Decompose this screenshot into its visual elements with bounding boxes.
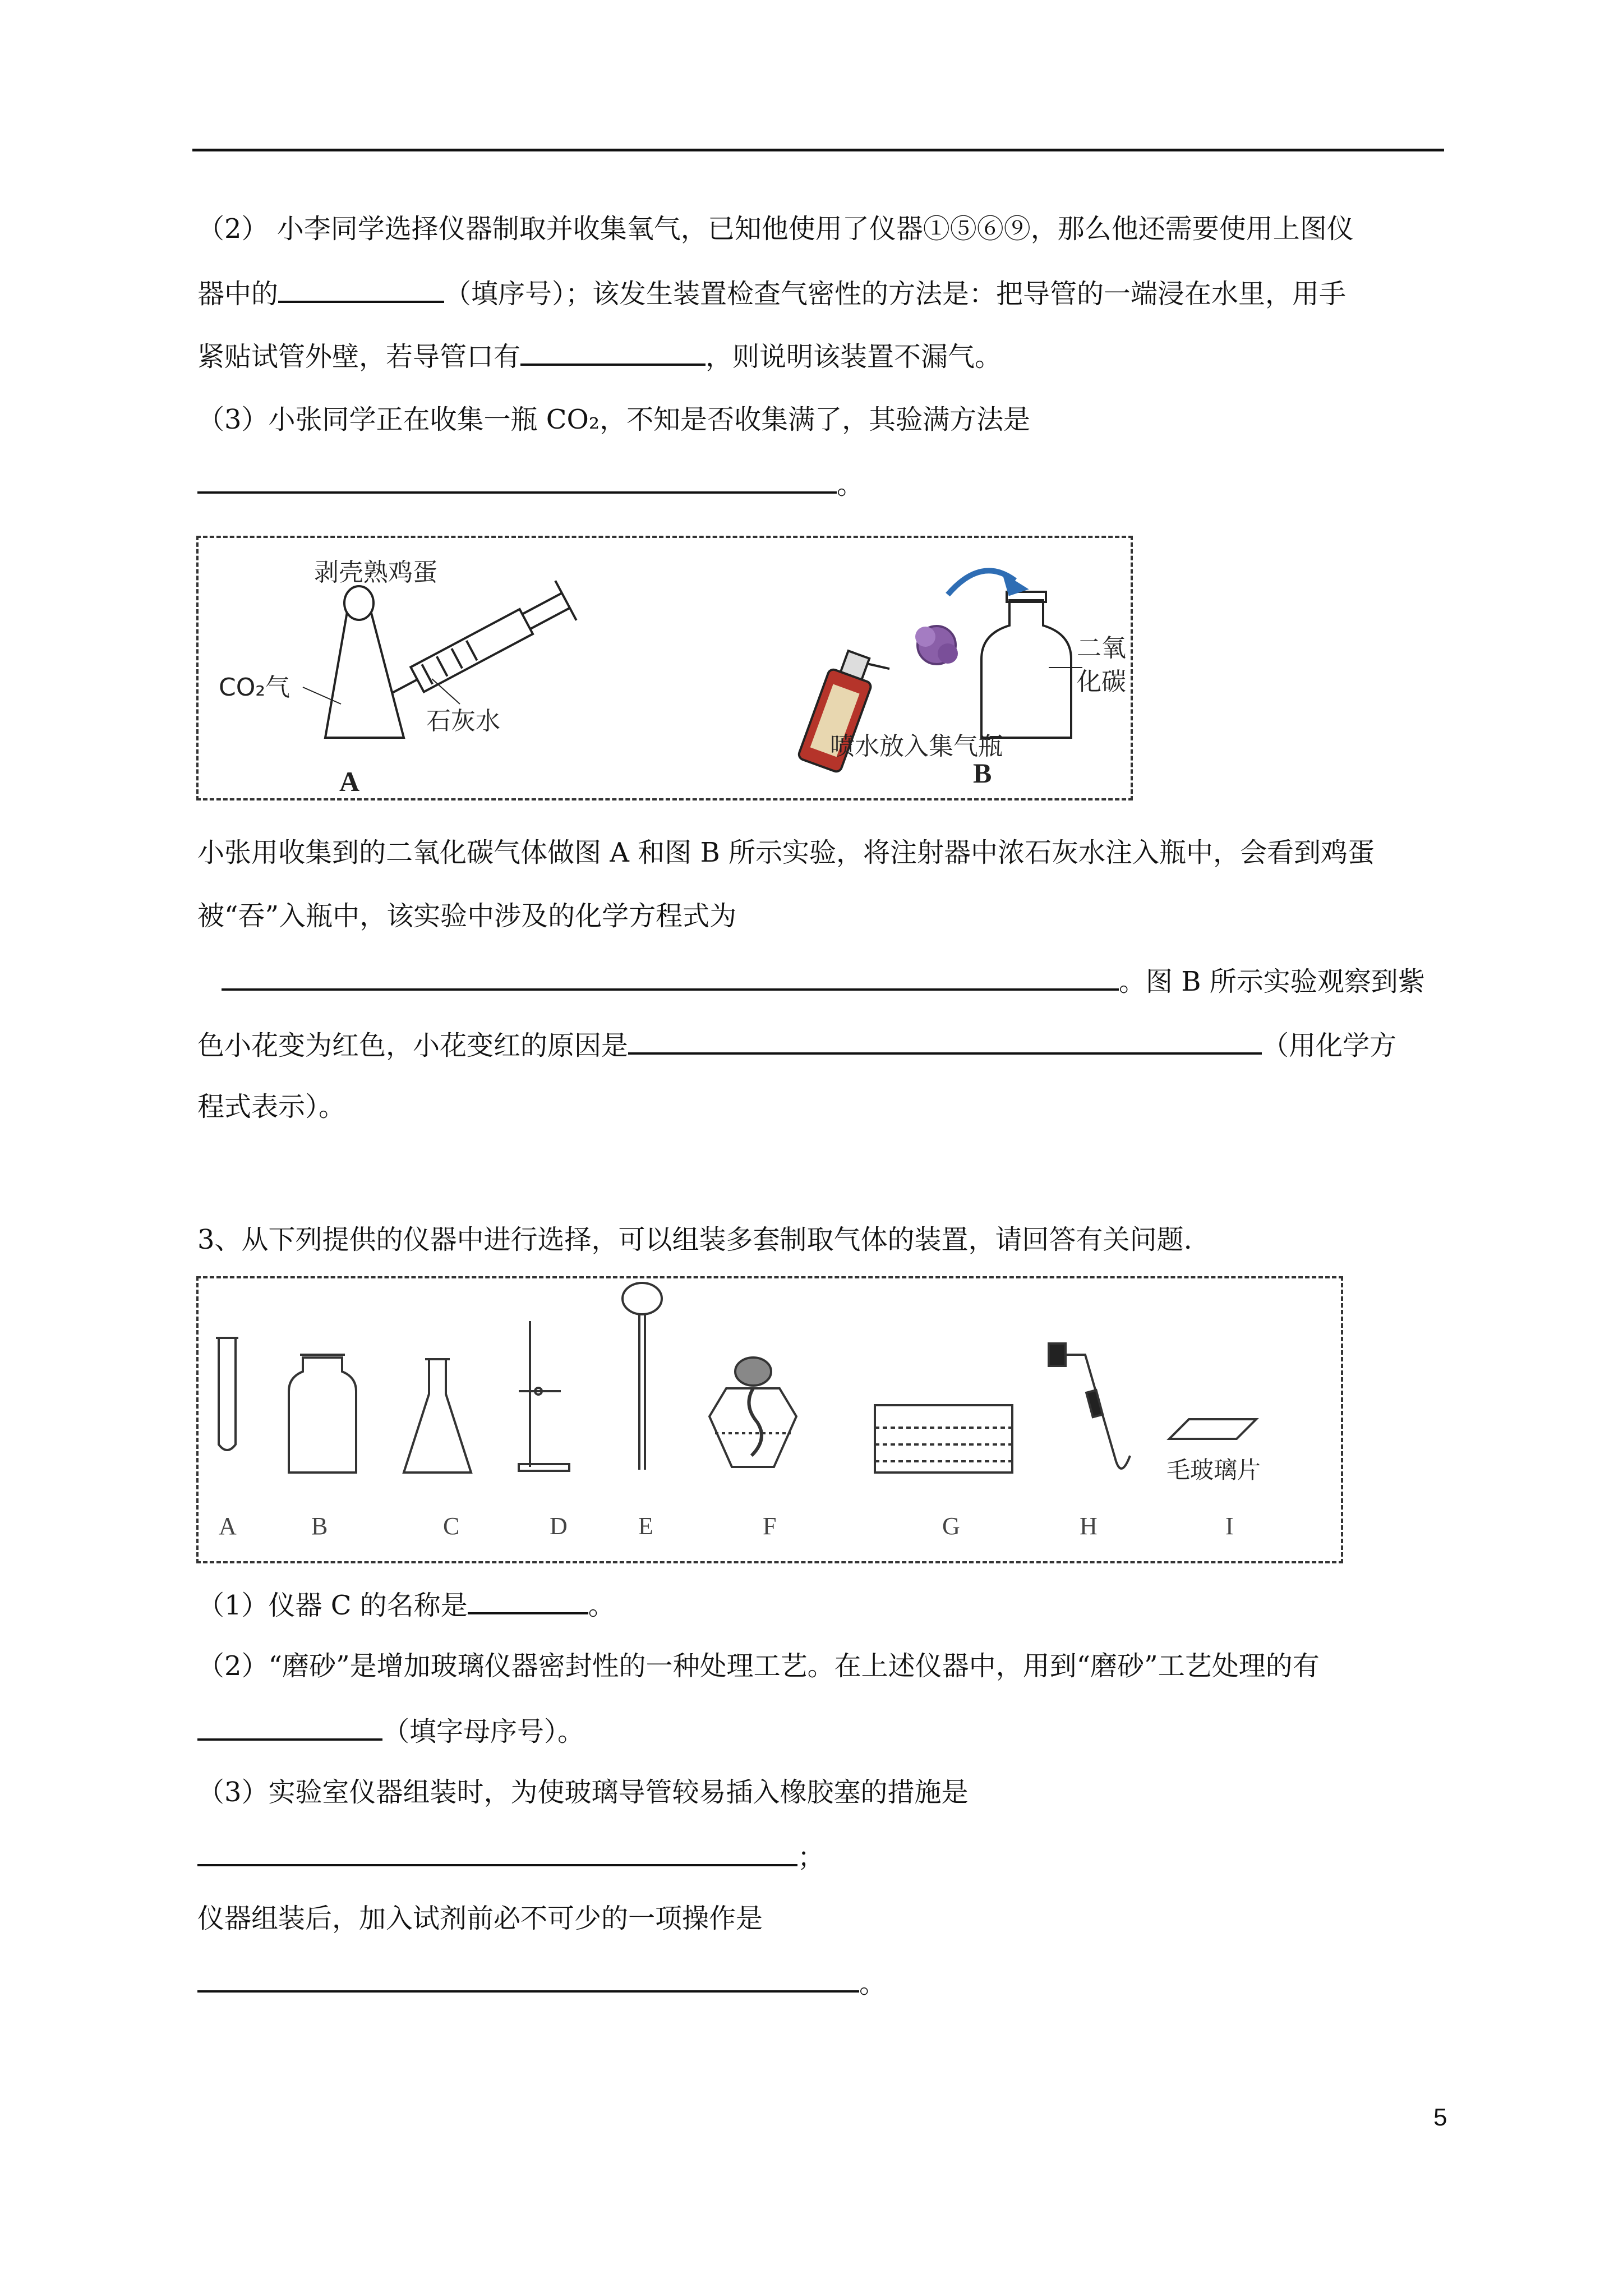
label-co2-b-line1: 二氧 xyxy=(1077,634,1126,662)
q2-part4-line1: 小张用收集到的二氧化碳气体做图 A 和图 B 所示实验，将注射器中浓石灰水注入瓶中，会看到鸡蛋 xyxy=(197,837,1375,868)
q2-part3-line1: （3）小张同学正在收集一瓶 CO₂，不知是否收集满了，其验满方法是 xyxy=(197,404,1031,435)
answer-blank-instruments[interactable] xyxy=(278,275,444,303)
label-co2-b-line2: 化碳 xyxy=(1077,668,1126,696)
q3-part1 xyxy=(197,1586,615,1622)
q2-part4-line4 xyxy=(197,1027,1396,1062)
label-spray: 喷水放入集气瓶 xyxy=(830,732,1003,761)
apparatus-letter-i: I xyxy=(1225,1512,1234,1540)
apparatus-letter-e: E xyxy=(638,1512,653,1540)
q2-part4-line5: 程式表示）。 xyxy=(197,1091,346,1122)
q2-part2-text-c: 紧贴试管外壁，若导管口有 xyxy=(197,341,521,372)
glass-sheet-icon xyxy=(1169,1419,1256,1439)
q3-part1-text: （1）仪器 C 的名称是 xyxy=(197,1590,468,1621)
q2-part4-line3 xyxy=(222,963,1425,999)
answer-blank-instrument-c[interactable] xyxy=(468,1586,588,1614)
long-neck-funnel-icon xyxy=(623,1283,662,1470)
q2-part4-text-c: 。图 B 所示实验观察到紫 xyxy=(1119,966,1425,997)
q3-part4-end: 。 xyxy=(859,1968,887,1999)
q2-part3-end: 。 xyxy=(837,469,864,500)
q3-title: 3、从下列提供的仪器中进行选择，可以组装多套制取气体的装置，请回答有关问题. xyxy=(197,1224,1192,1255)
apparatus-letter-a: A xyxy=(219,1512,237,1540)
q3-part2-line1: （2）“磨砂”是增加玻璃仪器密封性的一种处理工艺。在上述仪器中，用到“磨砂”工艺处理的有 xyxy=(197,1650,1320,1682)
q3-part1-end: 。 xyxy=(588,1590,615,1621)
apparatus-letter-f: F xyxy=(763,1512,777,1540)
q2-part2-text-b: （填序号）；该发生装置检查气密性的方法是：把导管的一端浸在水里，用手 xyxy=(444,278,1347,310)
q3-part3-line2 xyxy=(197,1838,824,1874)
label-egg: 剥壳熟鸡蛋 xyxy=(314,558,437,587)
q2-part2-text-a: 器中的 xyxy=(197,278,279,310)
answer-blank-insert-tube[interactable] xyxy=(197,1838,797,1866)
apparatus-letter-h: H xyxy=(1080,1512,1098,1540)
q2-part4-text-d1: 色小花变为红色，小花变红的原因是 xyxy=(197,1030,629,1061)
water-trough-icon xyxy=(875,1405,1012,1473)
conical-flask-icon xyxy=(404,1359,471,1473)
q3-part2-end: （填字母序号）。 xyxy=(382,1716,585,1747)
apparatus-letter-d: D xyxy=(550,1512,568,1540)
label-limewater: 石灰水 xyxy=(426,707,500,735)
q3-part2-line2 xyxy=(197,1713,584,1749)
q2-part2-text-d: ，则说明该装置不漏气。 xyxy=(706,341,1002,372)
apparatus-letter-g: G xyxy=(942,1512,960,1540)
q2-part2-line2 xyxy=(197,275,1346,311)
label-co2-gas: CO₂气 xyxy=(219,673,290,702)
answer-blank-equation-b[interactable] xyxy=(628,1027,1262,1055)
test-tube-icon xyxy=(216,1338,238,1450)
page-number: 5 xyxy=(1433,2104,1447,2131)
label-figure-b: B xyxy=(973,757,992,789)
apparatus-letter-c: C xyxy=(443,1512,460,1540)
q3-part4-line1: 仪器组装后，加入试剂前必不可少的一项操作是 xyxy=(197,1903,763,1934)
figure-ab xyxy=(196,536,1133,800)
q3-part3-end: ； xyxy=(797,1842,825,1873)
answer-blank-frosted[interactable] xyxy=(197,1713,382,1741)
q2-part3-line2 xyxy=(197,466,864,501)
header-rule xyxy=(192,149,1444,151)
answer-blank-bubbles[interactable] xyxy=(520,338,706,366)
q2-part2-line3 xyxy=(197,338,1002,374)
answer-blank-full-check[interactable] xyxy=(197,466,837,494)
label-figure-a: A xyxy=(339,766,360,797)
q3-part4-line2 xyxy=(197,1964,886,2000)
label-glass-sheet: 毛玻璃片 xyxy=(1166,1456,1261,1484)
apparatus-letter-b: B xyxy=(311,1512,328,1540)
q2-part4-text-d2: （用化学方 xyxy=(1262,1030,1397,1061)
q2-part4-line2: 被“吞”入瓶中，该实验中涉及的化学方程式为 xyxy=(197,900,737,932)
wide-mouth-bottle-icon xyxy=(289,1355,356,1473)
alcohol-lamp-icon xyxy=(709,1358,796,1467)
iron-stand-icon xyxy=(519,1321,569,1471)
answer-blank-airtightness[interactable] xyxy=(197,1964,859,1993)
delivery-tube-icon xyxy=(1049,1343,1130,1469)
q2-part2-line1: （2） 小李同学选择仪器制取并收集氧气，已知他使用了仪器①⑤⑥⑨，那么他还需要使用上图仪 xyxy=(197,213,1354,245)
figure-apparatus xyxy=(196,1276,1343,1563)
q3-part3-line1: （3）实验室仪器组装时，为使玻璃导管较易插入橡胶塞的措施是 xyxy=(197,1777,969,1808)
answer-blank-equation-a[interactable] xyxy=(222,963,1119,991)
